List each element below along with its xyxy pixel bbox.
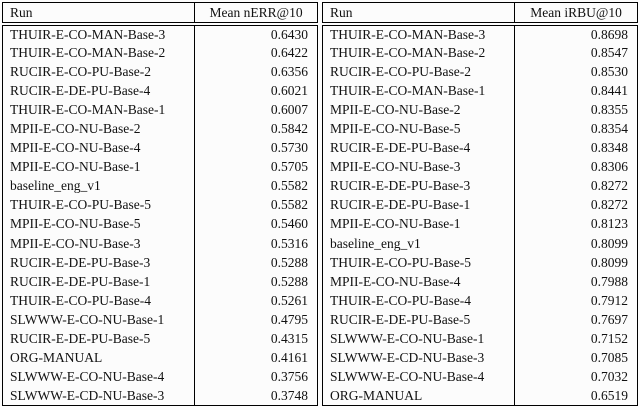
- mean-irbu-column-header: Mean iRBU@10: [515, 3, 638, 24]
- table-row: [323, 195, 638, 214]
- score-cell: 0.8354: [590, 121, 628, 137]
- table-row: [3, 214, 318, 233]
- table-row: [323, 176, 638, 195]
- mean-irbu-table: [322, 2, 638, 406]
- run-cell: SLWWW-E-CD-NU-Base-3: [323, 348, 515, 367]
- score-cell: 0.3748: [270, 388, 308, 404]
- run-cell: SLWWW-E-CO-NU-Base-4: [323, 367, 515, 386]
- run-cell: THUIR-E-CO-MAN-Base-1: [3, 100, 195, 119]
- run-cell: MPII-E-CO-NU-Base-5: [3, 214, 195, 233]
- run-cell: RUCIR-E-CO-PU-Base-2: [3, 62, 195, 81]
- score-cell: 0.5842: [270, 121, 308, 137]
- score-cell: 0.5261: [270, 292, 308, 308]
- run-cell: THUIR-E-CO-PU-Base-4: [3, 291, 195, 310]
- table-row: [3, 310, 318, 329]
- run-column-header: Run: [3, 3, 195, 24]
- run-cell: RUCIR-E-DE-PU-Base-1: [3, 272, 195, 291]
- run-cell: MPII-E-CO-NU-Base-3: [323, 157, 515, 176]
- table-row: [3, 43, 318, 62]
- score-cell: 0.8123: [590, 216, 628, 232]
- mean-nerr-column-header: Mean nERR@10: [195, 3, 318, 24]
- table-row: [3, 119, 318, 138]
- table-row: [3, 348, 318, 367]
- table-row: [323, 367, 638, 386]
- score-cell: 0.8272: [590, 178, 628, 194]
- table-row: [323, 272, 638, 291]
- score-cell: 0.4795: [270, 311, 308, 327]
- table-row: [323, 43, 638, 62]
- run-cell: SLWWW-E-CO-NU-Base-1: [323, 329, 515, 348]
- score-cell: 0.6422: [270, 44, 308, 60]
- score-cell: 0.5582: [270, 178, 308, 194]
- table-row: [323, 329, 638, 348]
- table-row: [3, 253, 318, 272]
- score-cell: 0.8272: [590, 197, 628, 213]
- score-cell: 0.6430: [270, 26, 308, 42]
- score-cell: 0.5288: [270, 254, 308, 270]
- run-cell: THUIR-E-CO-MAN-Base-3: [323, 24, 515, 43]
- table-row: [323, 310, 638, 329]
- run-column-header: Run: [323, 3, 515, 24]
- table-row: [323, 24, 638, 43]
- run-cell: MPII-E-CO-NU-Base-3: [3, 234, 195, 253]
- table-row: [323, 234, 638, 253]
- score-cell: 0.8306: [590, 159, 628, 175]
- run-cell: MPII-E-CO-NU-Base-2: [323, 100, 515, 119]
- run-cell: ORG-MANUAL: [323, 386, 515, 405]
- run-cell: THUIR-E-CO-PU-Base-5: [323, 253, 515, 272]
- run-cell: SLWWW-E-CO-NU-Base-1: [3, 310, 195, 329]
- table-row: [3, 138, 318, 157]
- run-cell: RUCIR-E-DE-PU-Base-4: [3, 81, 195, 100]
- table-row: [3, 234, 318, 253]
- run-cell: THUIR-E-CO-MAN-Base-1: [323, 81, 515, 100]
- mean-nerr-table: [2, 2, 318, 406]
- run-cell: baseline_eng_v1: [323, 234, 515, 253]
- run-cell: THUIR-E-CO-PU-Base-4: [323, 291, 515, 310]
- score-cell: 0.4315: [270, 331, 308, 347]
- score-cell: 0.8099: [590, 254, 628, 270]
- score-cell: 0.6356: [270, 63, 308, 79]
- run-cell: RUCIR-E-DE-PU-Base-3: [323, 176, 515, 195]
- mean-nerr-table-header: [3, 3, 318, 24]
- run-cell: THUIR-E-CO-MAN-Base-2: [323, 43, 515, 62]
- mean-nerr-table-body: [3, 24, 318, 406]
- table-row: [3, 62, 318, 81]
- score-cell: 0.6519: [590, 388, 628, 404]
- table-row: [323, 157, 638, 176]
- table-row: [323, 214, 638, 233]
- table-row: [3, 176, 318, 195]
- table-row: [3, 291, 318, 310]
- table-row: [323, 348, 638, 367]
- table-row: [3, 157, 318, 176]
- score-cell: 0.7152: [590, 331, 628, 347]
- table-row: [323, 138, 638, 157]
- table-row: [3, 329, 318, 348]
- run-cell: ORG-MANUAL: [3, 348, 195, 367]
- run-cell: RUCIR-E-DE-PU-Base-5: [3, 329, 195, 348]
- score-cell: 0.7085: [590, 350, 628, 366]
- score-cell: 0.5730: [270, 140, 308, 156]
- table-row: [3, 195, 318, 214]
- score-cell: 0.6007: [270, 101, 308, 117]
- score-cell: 0.8530: [590, 63, 628, 79]
- run-cell: RUCIR-E-DE-PU-Base-1: [323, 195, 515, 214]
- table-row: [323, 386, 638, 405]
- table-row: [323, 62, 638, 81]
- score-cell: 0.5288: [270, 273, 308, 289]
- score-cell: 0.8441: [590, 82, 628, 98]
- run-cell: baseline_eng_v1: [3, 176, 195, 195]
- run-cell: MPII-E-CO-NU-Base-5: [323, 119, 515, 138]
- table-row: [323, 81, 638, 100]
- score-cell: 0.5460: [270, 216, 308, 232]
- score-cell: 0.4161: [270, 350, 308, 366]
- score-cell: 0.7912: [590, 292, 628, 308]
- run-cell: SLWWW-E-CD-NU-Base-3: [3, 386, 195, 405]
- score-cell: 0.7697: [590, 311, 628, 327]
- table-row: [3, 386, 318, 405]
- run-cell: MPII-E-CO-NU-Base-1: [3, 157, 195, 176]
- table-row: [3, 272, 318, 291]
- score-cell: 0.5705: [270, 159, 308, 175]
- table-row: [323, 100, 638, 119]
- table-row: [3, 367, 318, 386]
- run-cell: THUIR-E-CO-MAN-Base-2: [3, 43, 195, 62]
- header-row: [3, 3, 318, 24]
- run-cell: MPII-E-CO-NU-Base-4: [323, 272, 515, 291]
- table-row: [3, 81, 318, 100]
- run-cell: RUCIR-E-DE-PU-Base-5: [323, 310, 515, 329]
- mean-irbu-table-body: [323, 24, 638, 406]
- score-cell: 0.8547: [590, 44, 628, 60]
- table-row: [3, 100, 318, 119]
- score-cell: 0.7988: [590, 273, 628, 289]
- score-cell: 0.3756: [270, 369, 308, 385]
- score-cell: 0.5582: [270, 197, 308, 213]
- table-row: [3, 24, 318, 43]
- run-cell: RUCIR-E-DE-PU-Base-4: [323, 138, 515, 157]
- table-row: [323, 253, 638, 272]
- run-cell: MPII-E-CO-NU-Base-2: [3, 119, 195, 138]
- header-row: [323, 3, 638, 24]
- score-cell: 0.8099: [590, 235, 628, 251]
- run-cell: RUCIR-E-CO-PU-Base-2: [323, 62, 515, 81]
- score-cell: 0.8348: [590, 140, 628, 156]
- score-cell: 0.8355: [590, 101, 628, 117]
- run-cell: THUIR-E-CO-PU-Base-5: [3, 195, 195, 214]
- score-cell: 0.5316: [270, 235, 308, 251]
- mean-irbu-table-header: [323, 3, 638, 24]
- run-cell: RUCIR-E-DE-PU-Base-3: [3, 253, 195, 272]
- tables-container: [2, 2, 638, 406]
- run-cell: THUIR-E-CO-MAN-Base-3: [3, 24, 195, 43]
- table-row: [323, 119, 638, 138]
- run-cell: SLWWW-E-CO-NU-Base-4: [3, 367, 195, 386]
- score-cell: 0.8698: [590, 26, 628, 42]
- table-row: [323, 291, 638, 310]
- score-cell: 0.7032: [590, 369, 628, 385]
- score-cell: 0.6021: [270, 82, 308, 98]
- run-cell: MPII-E-CO-NU-Base-1: [323, 214, 515, 233]
- run-cell: MPII-E-CO-NU-Base-4: [3, 138, 195, 157]
